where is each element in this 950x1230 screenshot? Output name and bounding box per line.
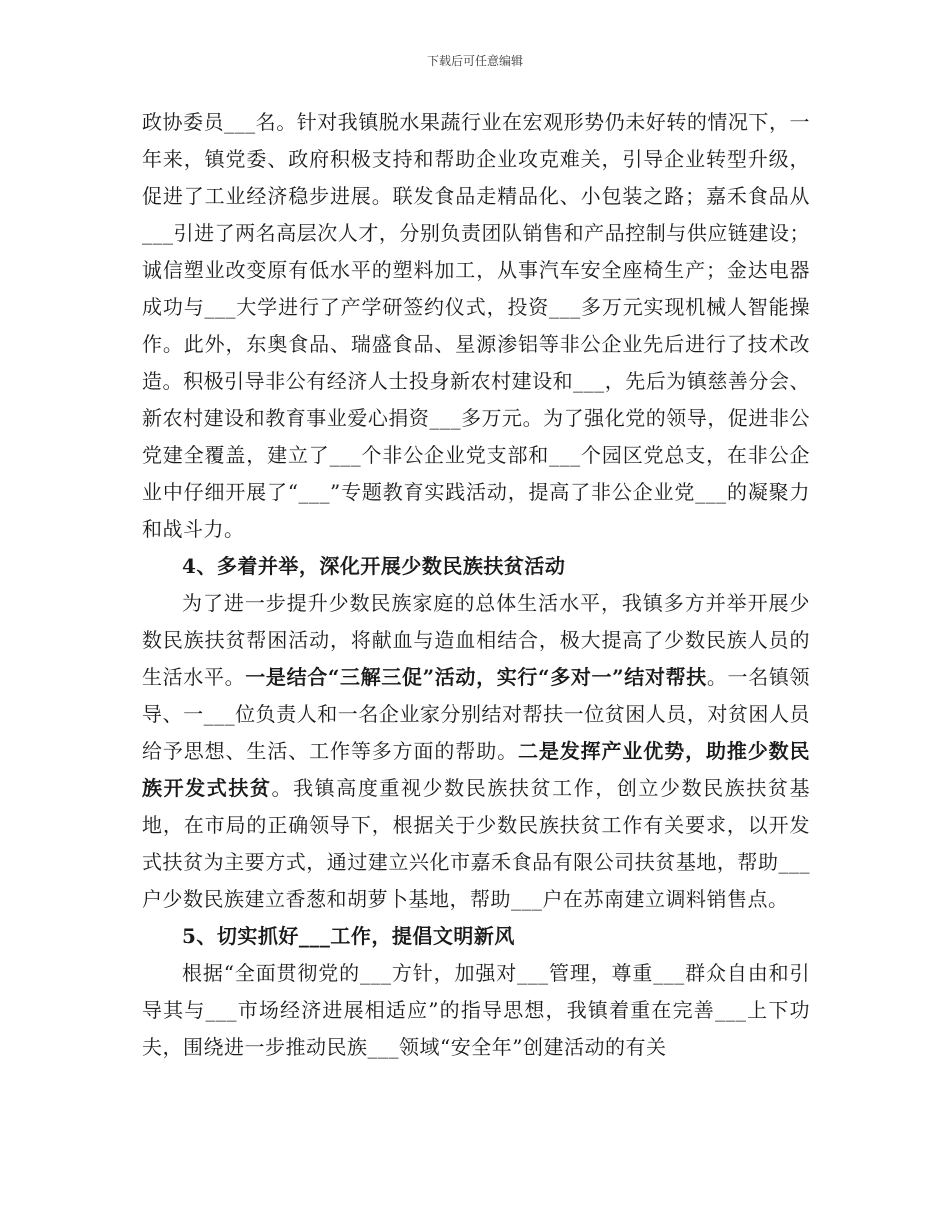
paragraph-text: 。一名镇领导、一___位负责人和一名企业家分别结对帮扶一位贫困人员，对贫困人员给予思想、生活、工作等多方面的帮助。 (142, 665, 811, 763)
body-paragraph: 根据“全面贯彻党的___方针，加强对___管理，尊重___群众自由和引导其与___市场经济进展相适应”的指导思想，我镇着重在完善___上下功夫，围绕进一步推动民族___领域“安全年”创建活动的有关 (142, 961, 810, 1059)
page-header: 下载后可任意编辑 (426, 54, 523, 68)
body-paragraph: 政协委员___名。针对我镇脱水果蔬行业在宏观形势仍未好转的情况下，一年来，镇党委、政府积极支持和帮助企业攻克难关，引导企业转型升级，促进了工业经济稳步进展。联发食品走精品化、小包装之路；嘉禾食品从___引进了两名高层次人才，分别负责团队销售和产品控制与供应链建设；诚信塑业改变原有低水平的塑料加工，从事汽车安全座椅生产；金达电器成功与___大学进行了产学研签约仪式，投资___多万元实现机械人智能操作。此外，东奥食品、瑞盛食品、星源渗铝等非公企业先后进行了技术改造。积极引导非公有经济人士投身新农村建设和___，先后为镇慈善分会、新农村建设和教育事业爱心捐资___多万元。为了强化党的领导，促进非公党建全覆盖，建立了___个非公企业党支部和___个园区党总支，在非公企业中仔细开展了“___”专题教育实践活动，提高了非公企业党___的凝聚力和战斗力。 (142, 110, 810, 541)
paragraph-text: 为了进一步提升少数民族家庭的总体生活水平，我镇多方并举开展少数民族扶贫帮困活动，将献血与造血相结合，极大提高了少数民族人员的生活水平。 (142, 591, 810, 689)
section-heading-4: 4、多着并举，深化开展少数民族扶贫活动 (182, 554, 566, 578)
body-paragraph (142, 585, 810, 918)
bold-point-one: 一是结合“三解三促”活动，实行“多对一”结对帮扶 (245, 665, 707, 689)
section-heading-5: 5、切实抓好___工作，提倡文明新风 (182, 924, 515, 948)
bold-point-two: 二是发挥产业优势，助推少数民族开发式扶贫 (142, 739, 811, 800)
paragraph-text: 。我镇高度重视少数民族扶贫工作，创立少数民族扶贫基地，在市局的正确领导下，根据关于少数民族扶贫工作有关要求，以开发式扶贫为主要方式，通过建立兴化市嘉禾食品有限公司扶贫基地，帮助___户少数民族建立香葱和胡萝卜基地，帮助___户在苏南建立调料销售点。 (142, 776, 810, 911)
document-body (142, 104, 810, 1066)
